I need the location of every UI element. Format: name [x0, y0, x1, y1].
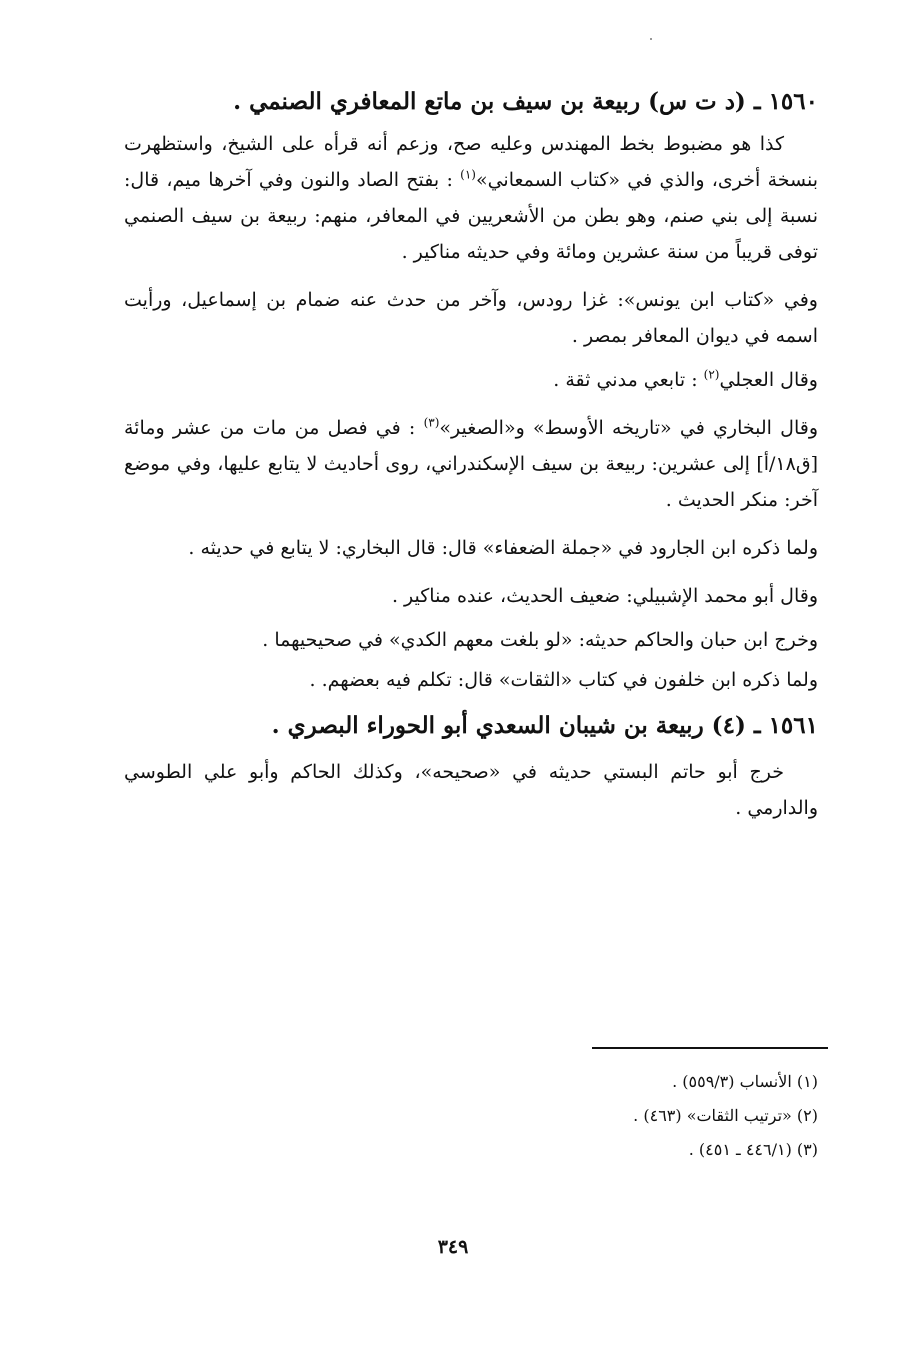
- paragraph-text: : في فصل من مات من عشر ومائة [ق١٨/أ] إلى عشرين: ربيعة بن سيف الإسكندراني، روى أحاديث لا يتابع عليها، وفي موضع آخر: منكر الحديث .: [124, 417, 818, 511]
- footnote-ref-3[interactable]: (٣): [423, 415, 440, 430]
- footnote-1: (١) الأنساب (٥٥٩/٣) .: [672, 1072, 818, 1091]
- scan-speck: [650, 38, 652, 40]
- main-text: [124, 82, 818, 826]
- paragraph-text: وقال البخاري في «تاريخه الأوسط» و«الصغير»: [439, 417, 818, 439]
- paragraph-text: كذا هو مضبوط بخط المهندس وعليه صح، وزعم أنه قرأه على الشيخ، واستظهرت بنسخة أخرى، والذي في «كتاب السمعاني»: [124, 133, 818, 191]
- paragraph-1560-4: [124, 410, 818, 518]
- paragraph-text: وقال العجلي: [719, 369, 818, 391]
- footnote-3: (٣) (٤٤٦/١ ـ ٤٥١) .: [688, 1140, 818, 1159]
- paragraph-1560-6: وقال أبو محمد الإشبيلي: ضعيف الحديث، عنده مناكير .: [391, 585, 818, 607]
- footnotes: [124, 1065, 818, 1167]
- paragraph-1560-7: وخرج ابن حبان والحاكم حديثه: «لو بلغت معهم الكدي» في صحيحيهما .: [262, 629, 818, 651]
- paragraph-1560-1: [124, 126, 818, 270]
- footnote-ref-2[interactable]: (٢): [703, 367, 720, 382]
- paragraph-1560-2: وفي «كتاب ابن يونس»: غزا رودس، وآخر من حدث عنه ضمام بن إسماعيل، ورأيت اسمه في ديوان المعافر بمصر .: [124, 289, 818, 347]
- paragraph-1560-5: ولما ذكره ابن الجارود في «جملة الضعفاء» قال: قال البخاري: لا يتابع في حديثه .: [188, 537, 818, 559]
- entry-heading-1561: ١٥٦١ ـ (٤) ربيعة بن شيبان السعدي أبو الحوراء البصري .: [271, 712, 818, 739]
- paragraph-1561-1: خرج أبو حاتم البستي حديثه في «صحيحه»، وكذلك الحاكم وأبو علي الطوسي والدارمي .: [124, 761, 818, 819]
- paragraph-text: : تابعي مدني ثقة .: [553, 369, 704, 391]
- paragraph-1560-3: [124, 362, 818, 398]
- footnote-ref-1[interactable]: (١): [460, 167, 476, 182]
- entry-heading-1560: ١٥٦٠ ـ (د ت س) ربيعة بن سيف بن ماتع المعافري الصنمي .: [233, 88, 818, 115]
- paragraph-text: : بفتح الصاد والنون وفي آخرها ميم، قال: نسبة إلى بني صنم، وهو بطن من الأشعريين في المعافر، منهم: ربيعة بن سيف الصنمي توفى قريباً من سنة عشرين ومائة وفي حديثه مناكير .: [124, 169, 818, 263]
- paragraph-1560-8: ولما ذكره ابن خلفون في كتاب «الثقات» قال: تكلم فيه بعضهم. .: [309, 669, 818, 691]
- footnote-2: (٢) «ترتيب الثقات» (٤٦٣) .: [633, 1106, 818, 1125]
- footnote-divider: [592, 1047, 828, 1049]
- page-number: ٣٤٩: [437, 1236, 469, 1258]
